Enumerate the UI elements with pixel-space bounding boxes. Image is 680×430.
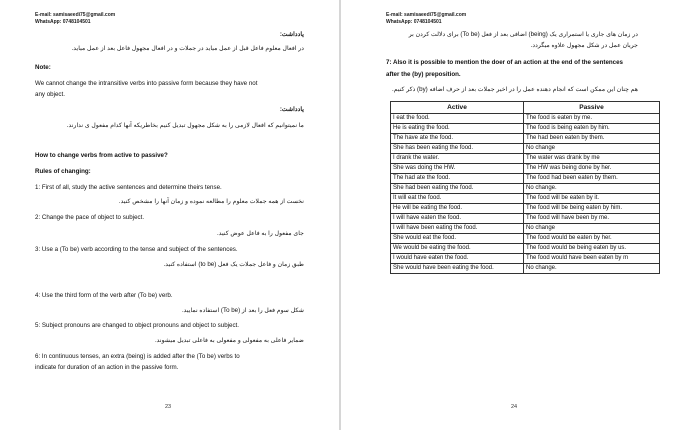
fa-intro-line-2: جریان عمل در شکل مجهول علاوه میگردد. [530,42,638,49]
rule-5-en: 5: Subject pronouns are changed to object pronouns and object to subject. [35,322,239,329]
cell-passive: The HW was being done by her. [524,164,660,174]
cell-passive: The food would be eaten by her. [524,234,660,244]
rule-6-en-line-2: indicate for duration of an action in the passive form. [35,364,179,371]
cell-active: She was doing the HW. [391,164,524,174]
table-body [391,114,660,274]
note-en-line-1: We cannot change the intransitive verbs into passive form because they have not [35,80,258,87]
header-email: E-mail: samisaeedi75@gmail.com [386,12,467,18]
cell-passive: No change [524,224,660,234]
note-en-title: Note: [35,64,51,71]
cell-passive: The food is eaten by me. [524,114,660,124]
table-row [391,234,660,244]
cell-active: He will be eating the food. [391,204,524,214]
section-heading: How to change verbs from active to passive? [35,152,168,159]
note-fa-body: در افعال معلوم فاعل قبل از عمل میاید در جملات و در افعال مجهول فاعل بعد از عمل میاید. [71,45,304,52]
rule-7-line-2: after the (by) preposition. [386,71,461,78]
rule-7-fa: هم چنان این ممکن است که انجام دهنده عمل را در اخیر جملات بعد از حرف اضافه (by) ذکر کنیم. [391,86,638,93]
table-row [391,124,660,134]
rules-heading: Rules of changing: [35,168,91,175]
rule-3-en: 3: Use a (To be) verb according to the tense and subject of the sentences. [35,246,238,253]
active-passive-table [390,101,660,274]
rule-2-fa: جای مفعول را به فاعل عوض کنید. [217,230,304,237]
cell-active: It will eat the food. [391,194,524,204]
page-left [0,0,339,430]
header-contact [386,12,466,25]
table-row [391,244,660,254]
cell-passive: No change. [524,264,660,274]
fa-intro-line-1: در زمان های جاری یا استمراری یک (being) اضافی بعد از فعل (To be) برای دلالت کردن بر [408,31,638,38]
page-number: 24 [511,404,518,410]
table-row [391,164,660,174]
cell-passive: No change [524,144,660,154]
rule-3-fa: طبق زمان و فاعل جملات یک فعل (to be) استفاده کنید. [163,261,304,268]
rule-6-en-line-1: 6: In continuous tenses, an extra (being) is added after the (To be) verbs to [35,353,240,360]
cell-passive: The food is being eaten by him. [524,124,660,134]
cell-passive: The had been eaten by them. [524,134,660,144]
table-row [391,184,660,194]
rule-1-en: 1: First of all, study the active sentences and determine theirs tense. [35,184,222,191]
cell-passive: The water was drank by me [524,154,660,164]
table-header-row [391,102,660,114]
page-number: 23 [165,404,172,410]
cell-passive: The food would have been eaten by m [524,254,660,264]
cell-active: I would have eaten the food. [391,254,524,264]
cell-active: I eat the food. [391,114,524,124]
rule-4-fa: شکل سوم فعل را بعد از (To be) استفاده نمایید. [181,307,304,314]
cell-active: We would be eating the food. [391,244,524,254]
cell-passive: The food had been eaten by them. [524,174,660,184]
note-en-line-2: any object. [35,91,65,98]
cell-active: The had ate the food. [391,174,524,184]
header-whatsapp: WhatsApp: 0748104501 [386,18,442,25]
cell-passive: The food will be eaten by it. [524,194,660,204]
cell-active: She has been eating the food. [391,144,524,154]
cell-active: She would have been eating the food. [391,264,524,274]
cell-active: He is eating the food. [391,124,524,134]
note2-fa-body: ما نمیتوانیم که افعال لازمی را به شکل مجهول تبدیل کنیم بخاطریکه آنها کدام مفعول ی ندارند. [66,122,304,129]
page-right [341,0,680,430]
table-row [391,204,660,214]
header-email: E-mail: samisaeedi75@gmail.com [35,12,116,18]
note-fa-title: یادداشت: [279,31,304,38]
cell-active: I will have eaten the food. [391,214,524,224]
cell-passive: The food will be being eaten by him. [524,204,660,214]
cell-active: I will have been eating the food. [391,224,524,234]
table-row [391,114,660,124]
table-row [391,264,660,274]
header-whatsapp: WhatsApp: 0748104501 [35,18,91,25]
table-row [391,254,660,264]
cell-active: I drank the water. [391,154,524,164]
cell-passive: The food will have been by me. [524,214,660,224]
table-row [391,224,660,234]
rule-7-line-1: 7: Also it is possible to mention the doer of an action at the end of the sentences [386,59,623,66]
cell-passive: No change. [524,184,660,194]
header-contact [35,12,115,25]
table-row [391,154,660,164]
cell-active: She would eat the food. [391,234,524,244]
column-header-passive: Passive [524,102,660,114]
column-header-active: Active [391,102,524,114]
table-row [391,144,660,154]
cell-active: She had been eating the food. [391,184,524,194]
cell-passive: The food would be being eaten by us. [524,244,660,254]
rule-2-en: 2: Change the pace of object to subject. [35,214,145,221]
table-row [391,214,660,224]
table-row [391,174,660,184]
rule-4-en: 4: Use the third form of the verb after (To be) verb. [35,292,173,299]
table-row [391,194,660,204]
rule-1-fa: نخست از همه جملات معلوم را مطالعه نموده و زمان آنها را مشخص کنید. [118,198,304,205]
note2-fa-title: یادداشت: [279,106,304,113]
table-row [391,134,660,144]
cell-active: The have ate the food. [391,134,524,144]
rule-5-fa: ضمایر فاعلی به مفعولی و مفعولی به فاعلی تبدیل میشوند. [154,337,304,344]
